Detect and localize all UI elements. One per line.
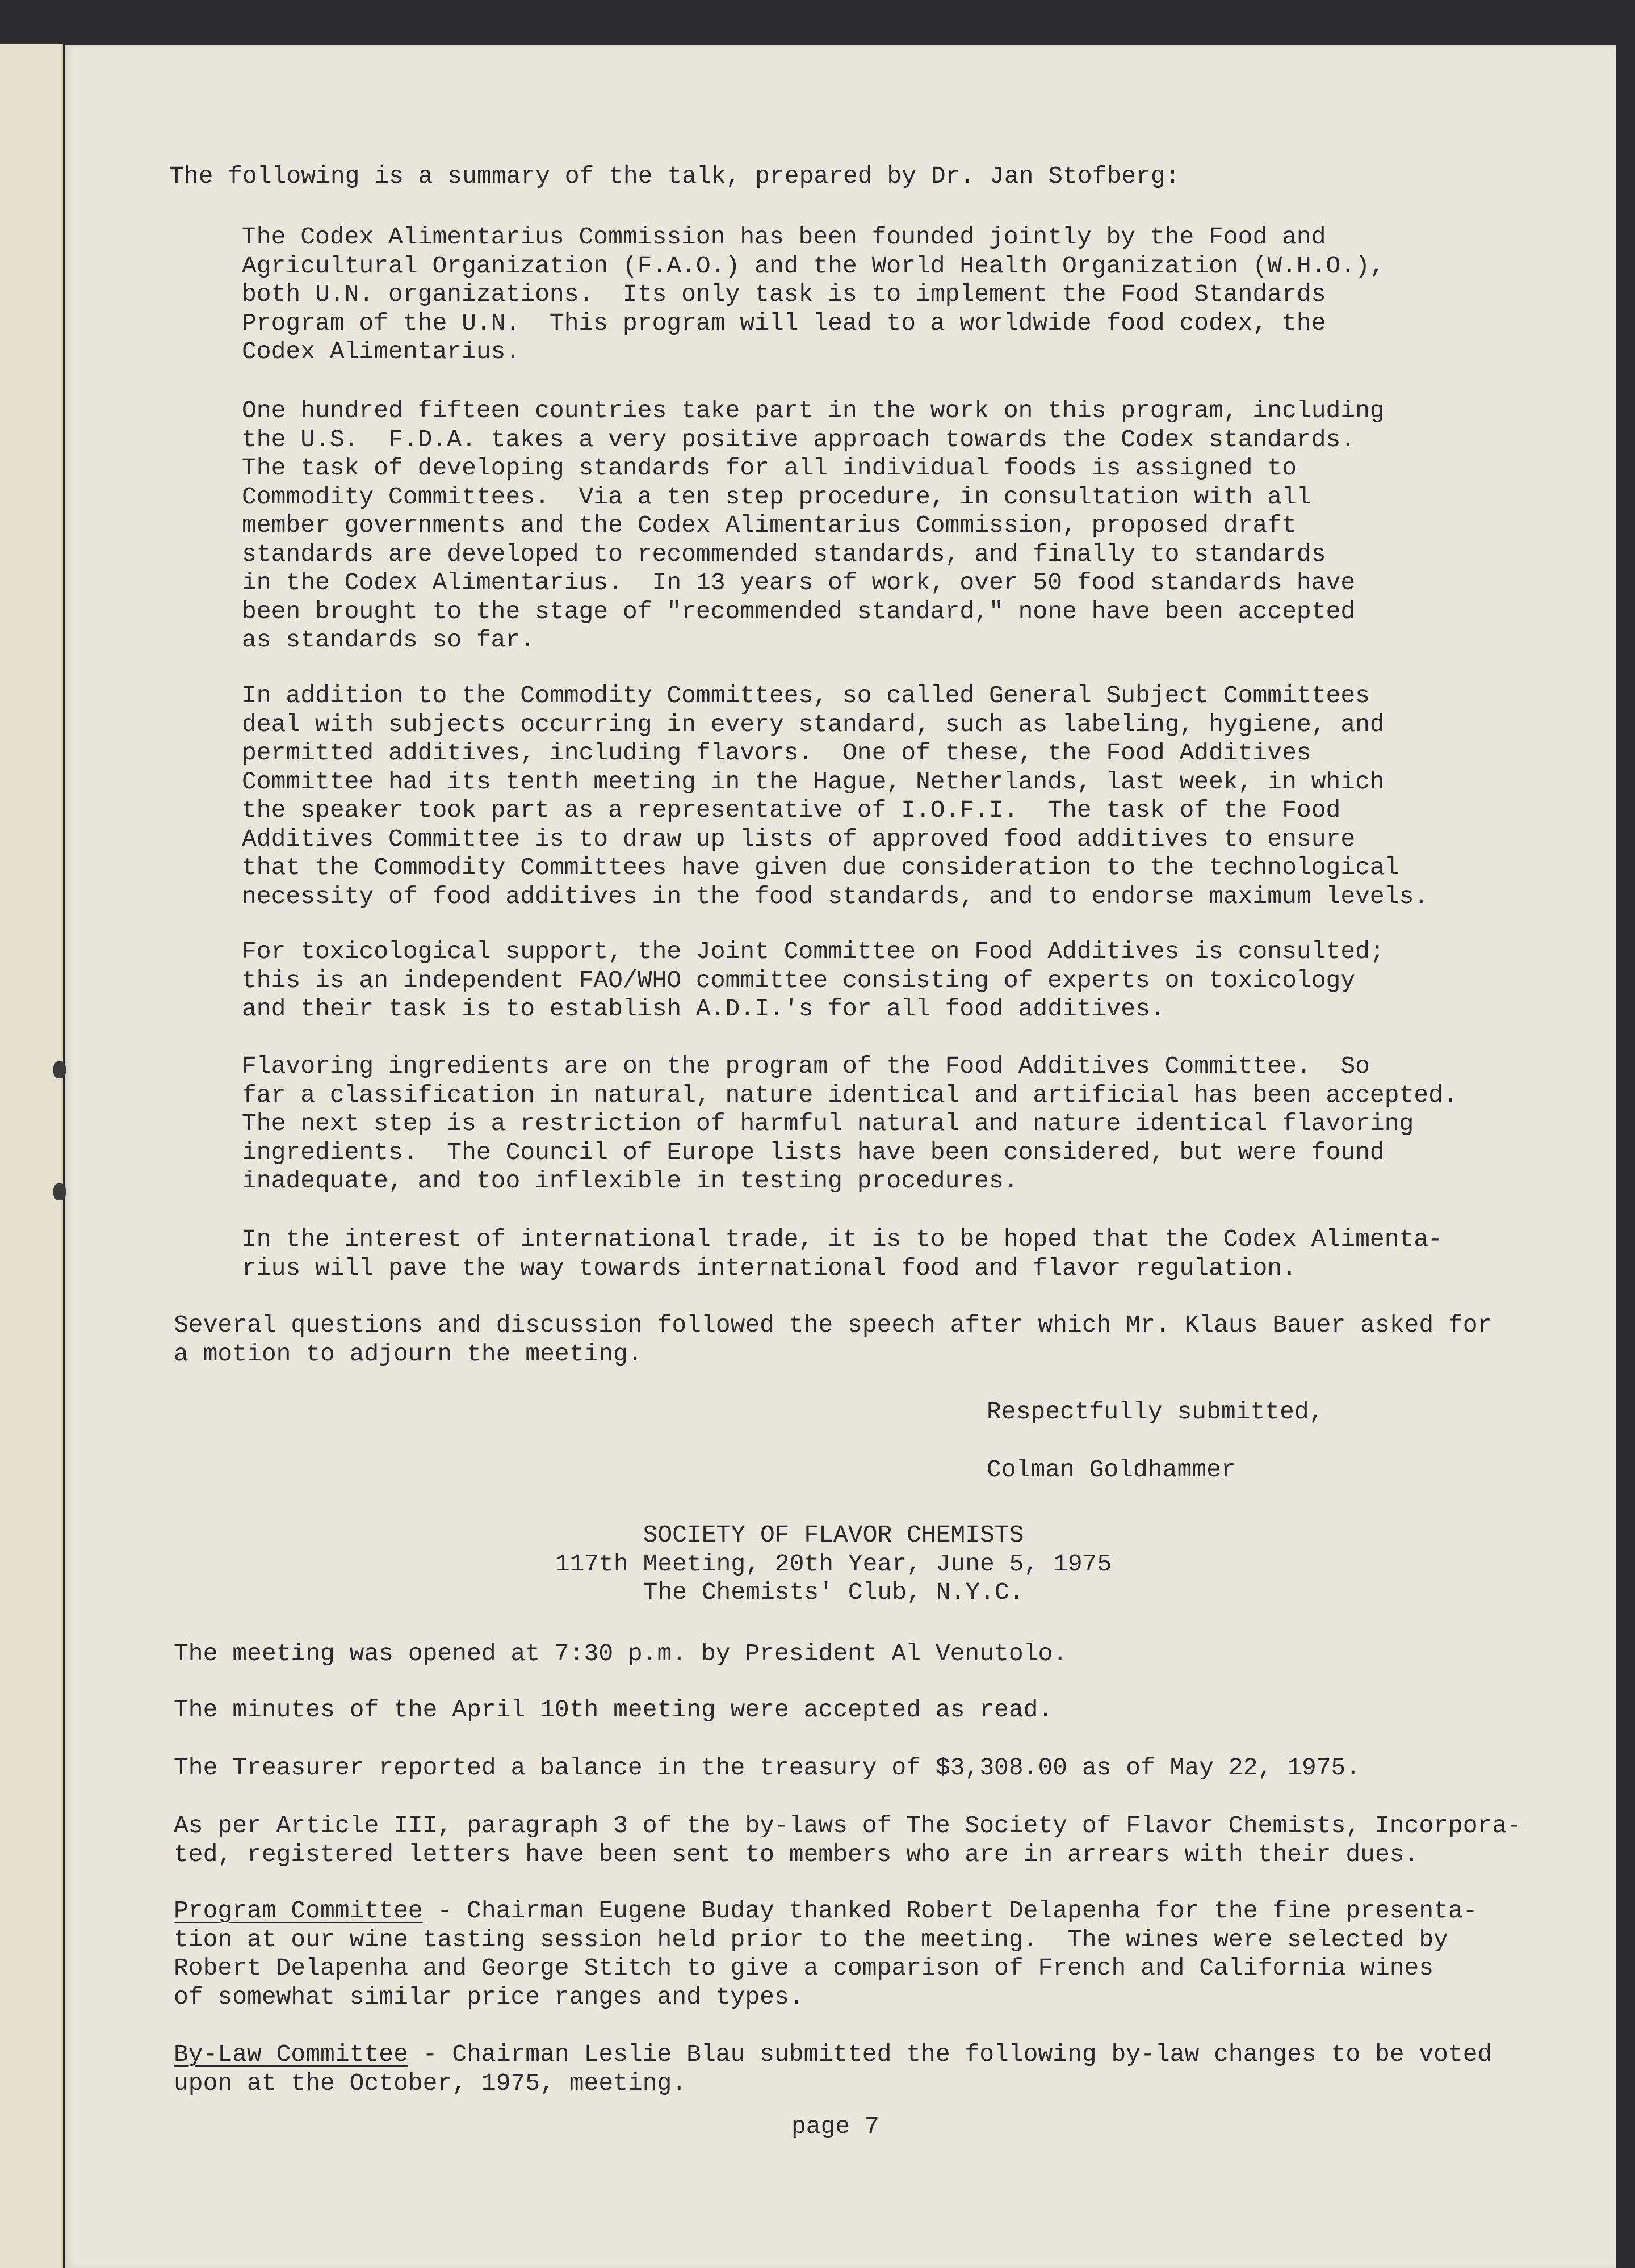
text-line: The Treasurer reported a balance in the treasury of $3,308.00 as of May 22, 1975.	[174, 1754, 1361, 1782]
text-block-p3	[242, 682, 1428, 911]
text-line: 117th Meeting, 20th Year, June 5, 1975	[555, 1549, 1112, 1578]
text-line: For toxicological support, the Joint Committee on Food Additives is consulted;	[242, 938, 1385, 965]
text-line: Respectfully submitted,	[987, 1398, 1324, 1426]
text-line: far a classification in natural, nature identical and artificial has been accepted.	[242, 1081, 1458, 1109]
text-line-rest: - Chairman Leslie Blau submitted the following by-law changes to be voted	[408, 2040, 1493, 2068]
text-block-intro	[169, 162, 1180, 191]
text-line	[174, 1897, 1478, 1926]
text-line: One hundred fifteen countries take part in the work on this program, including	[242, 397, 1385, 425]
text-line: Flavoring ingredients are on the program of the Food Additives Committee. So	[242, 1052, 1370, 1080]
text-line: ted, registered letters have been sent to members who are in arrears with their dues.	[174, 1840, 1419, 1868]
section-heading: Program Committee	[174, 1897, 423, 1925]
text-block-arrears	[174, 1812, 1521, 1869]
text-line: Colman Goldhammer	[987, 1456, 1236, 1484]
text-line: The meeting was opened at 7:30 p.m. by President Al Venutolo.	[174, 1640, 1068, 1668]
text-line: Several questions and discussion followed the speech after which Mr. Klaus Bauer asked for	[174, 1311, 1493, 1339]
text-block-program	[174, 1897, 1478, 2011]
text-block-opened	[174, 1640, 1067, 1669]
text-line: this is an independent FAO/WHO committee consisting of experts on toxicology	[242, 966, 1356, 994]
adjacent-page-edge	[0, 44, 63, 2268]
text-block-minutes	[174, 1696, 1053, 1725]
text-line: of somewhat similar price ranges and types.	[174, 1983, 804, 2011]
text-line: Codex Alimentarius.	[242, 338, 521, 366]
text-line: In the interest of international trade, it is to be hoped that the Codex Alimenta-	[242, 1225, 1443, 1253]
text-line: member governments and the Codex Alimentarius Commission, proposed draft	[242, 511, 1297, 539]
text-line: The following is a summary of the talk, prepared by Dr. Jan Stofberg:	[169, 162, 1180, 190]
text-line: the speaker took part as a representative of I.O.F.I. The task of the Food	[242, 796, 1341, 824]
text-line: The Codex Alimentarius Commission has been founded jointly by the Food and	[242, 223, 1326, 251]
text-line: in the Codex Alimentarius. In 13 years of work, over 50 food standards have	[242, 569, 1356, 597]
text-block-bylaw	[174, 2040, 1492, 2098]
text-line: The task of developing standards for all individual foods is assigned to	[242, 454, 1297, 482]
text-line: Committee had its tenth meeting in the Hague, Netherlands, last week, in which	[242, 767, 1385, 796]
text-block-signature	[987, 1456, 1236, 1485]
text-line: both U.N. organizations. Its only task is to implement the Food Standards	[242, 280, 1326, 308]
text-line: As per Article III, paragraph 3 of the by-laws of The Society of Flavor Chemists, Incorpora-	[174, 1812, 1521, 1839]
text-block-p2	[242, 397, 1385, 655]
text-block-treasurer	[174, 1754, 1360, 1783]
text-line: permitted additives, including flavors. One of these, the Food Additives	[242, 739, 1311, 767]
text-block-p1	[242, 223, 1385, 367]
text-block-p5	[242, 1052, 1458, 1196]
text-line: ingredients. The Council of Europe lists have been considered, but were found	[242, 1138, 1385, 1166]
text-line: Robert Delapenha and George Stitch to give a comparison of French and California wines	[174, 1954, 1434, 1982]
text-block-footer	[791, 2112, 879, 2141]
text-block-p4	[242, 938, 1385, 1024]
text-line: that the Commodity Committees have given due consideration to the technological	[242, 854, 1399, 881]
text-line	[174, 2040, 1492, 2069]
text-line: a motion to adjourn the meeting.	[174, 1339, 643, 1368]
text-block-header	[550, 1521, 1117, 1607]
text-line: the U.S. F.D.A. takes a very positive approach towards the Codex standards.	[242, 425, 1356, 453]
text-block-p7	[174, 1311, 1492, 1368]
text-line: Commodity Committees. Via a ten step procedure, in consultation with all	[242, 482, 1311, 511]
text-line: inadequate, and too inflexible in testing procedures.	[242, 1167, 1018, 1195]
text-block-closing	[987, 1398, 1324, 1427]
text-line: tion at our wine tasting session held prior to the meeting. The wines were selected by	[174, 1925, 1448, 1954]
binding-hole	[53, 1061, 66, 1078]
text-line: upon at the October, 1975, meeting.	[174, 2069, 687, 2097]
text-line: Additives Committee is to draw up lists of approved food additives to ensure	[242, 825, 1356, 853]
text-block-p6	[242, 1225, 1443, 1283]
text-line: deal with subjects occurring in every standard, such as labeling, hygiene, and	[242, 710, 1385, 738]
text-line: The minutes of the April 10th meeting were accepted as read.	[174, 1696, 1053, 1724]
text-line: In addition to the Commodity Committees, so called General Subject Committees	[242, 682, 1370, 709]
text-line: SOCIETY OF FLAVOR CHEMISTS	[643, 1521, 1024, 1549]
text-line: Agricultural Organization (F.A.O.) and the World Health Organization (W.H.O.),	[242, 251, 1385, 280]
text-line: rius will pave the way towards international food and flavor regulation.	[242, 1254, 1297, 1282]
section-heading: By-Law Committee	[174, 2040, 408, 2068]
text-line: The next step is a restriction of harmful natural and nature identical flavoring	[242, 1110, 1414, 1137]
text-line: page 7	[791, 2112, 879, 2140]
text-line: Program of the U.N. This program will lead to a worldwide food codex, the	[242, 309, 1326, 337]
text-line: and their task is to establish A.D.I.'s for all food additives.	[242, 995, 1165, 1023]
binding-hole	[53, 1183, 66, 1200]
text-line: as standards so far.	[242, 626, 535, 654]
text-line: been brought to the stage of "recommended standard," none have been accepted	[242, 597, 1356, 625]
text-line: The Chemists' Club, N.Y.C.	[643, 1578, 1024, 1606]
text-line-rest: - Chairman Eugene Buday thanked Robert Delapenha for the fine presenta-	[422, 1897, 1478, 1925]
text-line: necessity of food additives in the food standards, and to endorse maximum levels.	[242, 882, 1429, 910]
text-line: standards are developed to recommended standards, and finally to standards	[242, 540, 1326, 568]
